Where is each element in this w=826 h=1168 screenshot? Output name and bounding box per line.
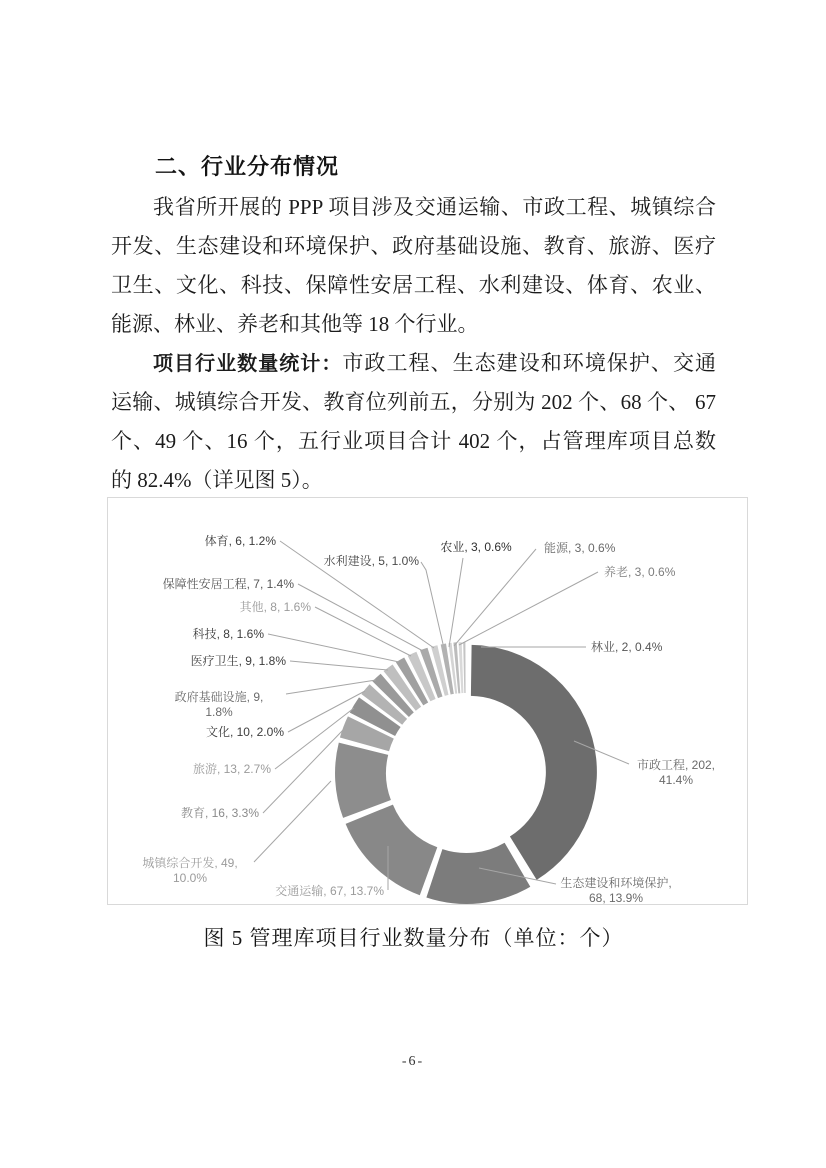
slice-label: 能源, 3, 0.6% bbox=[544, 541, 616, 555]
leader-line bbox=[454, 549, 536, 646]
slice-label: 水利建设, 5, 1.0% bbox=[323, 554, 419, 568]
slice-label: 科技, 8, 1.6% bbox=[192, 627, 264, 641]
paragraph2-line1 bbox=[111, 344, 716, 383]
slice-label: 养老, 3, 0.6% bbox=[604, 565, 676, 579]
paragraph1-line1: 我省所开展的 PPP 项目涉及交通运输、市政工程、城镇综合 bbox=[153, 195, 716, 219]
paragraph2-line4: 的 82.4%（详见图 5）。 bbox=[111, 468, 323, 492]
paragraph2-line3: 个、49 个、16 个，五行业项目合计 402 个，占管理库项目总数 bbox=[111, 429, 716, 453]
slice-label: 交通运输, 67, 13.7% bbox=[275, 884, 384, 898]
slice-label: 其他, 8, 1.6% bbox=[239, 600, 311, 614]
section-heading: 二、行业分布情况 bbox=[155, 154, 340, 179]
slice-label: 政府基础设施, 9, 1.8% bbox=[174, 690, 264, 719]
pie-slice bbox=[463, 642, 465, 693]
pie-slice bbox=[471, 645, 597, 880]
paragraph2-bold-lead: 项目行业数量统计： bbox=[153, 353, 343, 375]
slice-label: 农业, 3, 0.6% bbox=[440, 540, 512, 554]
slice-label: 体育, 6, 1.2% bbox=[204, 534, 276, 548]
page-number: -6- bbox=[401, 1054, 425, 1069]
slice-label: 保障性安居工程, 7, 1.4% bbox=[162, 577, 294, 591]
slice-label: 林业, 2, 0.4% bbox=[591, 640, 663, 654]
slice-label: 旅游, 13, 2.7% bbox=[192, 762, 271, 776]
figure-chart-box bbox=[107, 497, 748, 905]
paragraph1-line3: 卫生、文化、科技、保障性安居工程、水利建设、体育、农业、 bbox=[111, 273, 716, 297]
paragraph1-line2: 开发、生态建设和环境保护、政府基础设施、教育、旅游、医疗 bbox=[111, 234, 716, 258]
leader-line bbox=[315, 607, 411, 656]
slice-label: 教育, 16, 3.3% bbox=[180, 806, 259, 820]
leader-line bbox=[290, 661, 388, 670]
slice-label: 城镇综合开发, 49, 10.0% bbox=[142, 856, 238, 885]
paragraph1-line4: 能源、林业、养老和其他等 18 个行业。 bbox=[111, 312, 479, 336]
figure-caption: 图 5 管理库项目行业数量分布（单位：个） bbox=[203, 926, 624, 950]
slice-label: 文化, 10, 2.0% bbox=[205, 725, 284, 739]
leader-line bbox=[421, 562, 443, 644]
donut-chart bbox=[108, 498, 747, 904]
paragraph2-line1-rest: 市政工程、生态建设和环境保护、交通 bbox=[342, 351, 717, 375]
pie-slice bbox=[335, 743, 391, 818]
leader-line bbox=[459, 572, 598, 645]
slice-label: 市政工程, 202, 41.4% bbox=[636, 758, 716, 787]
leader-line bbox=[268, 634, 399, 662]
pie-slice bbox=[346, 805, 438, 896]
paragraph2-line2: 运输、城镇综合开发、教育位列前五，分别为 202 个、68 个、 67 bbox=[111, 390, 716, 414]
leader-line bbox=[449, 558, 463, 647]
slice-label: 生态建设和环境保护, 68, 13.9% bbox=[560, 876, 672, 904]
leader-line bbox=[298, 584, 423, 651]
slice-label: 医疗卫生, 9, 1.8% bbox=[190, 654, 286, 668]
leader-line bbox=[254, 781, 331, 862]
pie-slice bbox=[426, 843, 530, 904]
leader-line bbox=[263, 730, 343, 813]
body-text bbox=[111, 188, 716, 500]
